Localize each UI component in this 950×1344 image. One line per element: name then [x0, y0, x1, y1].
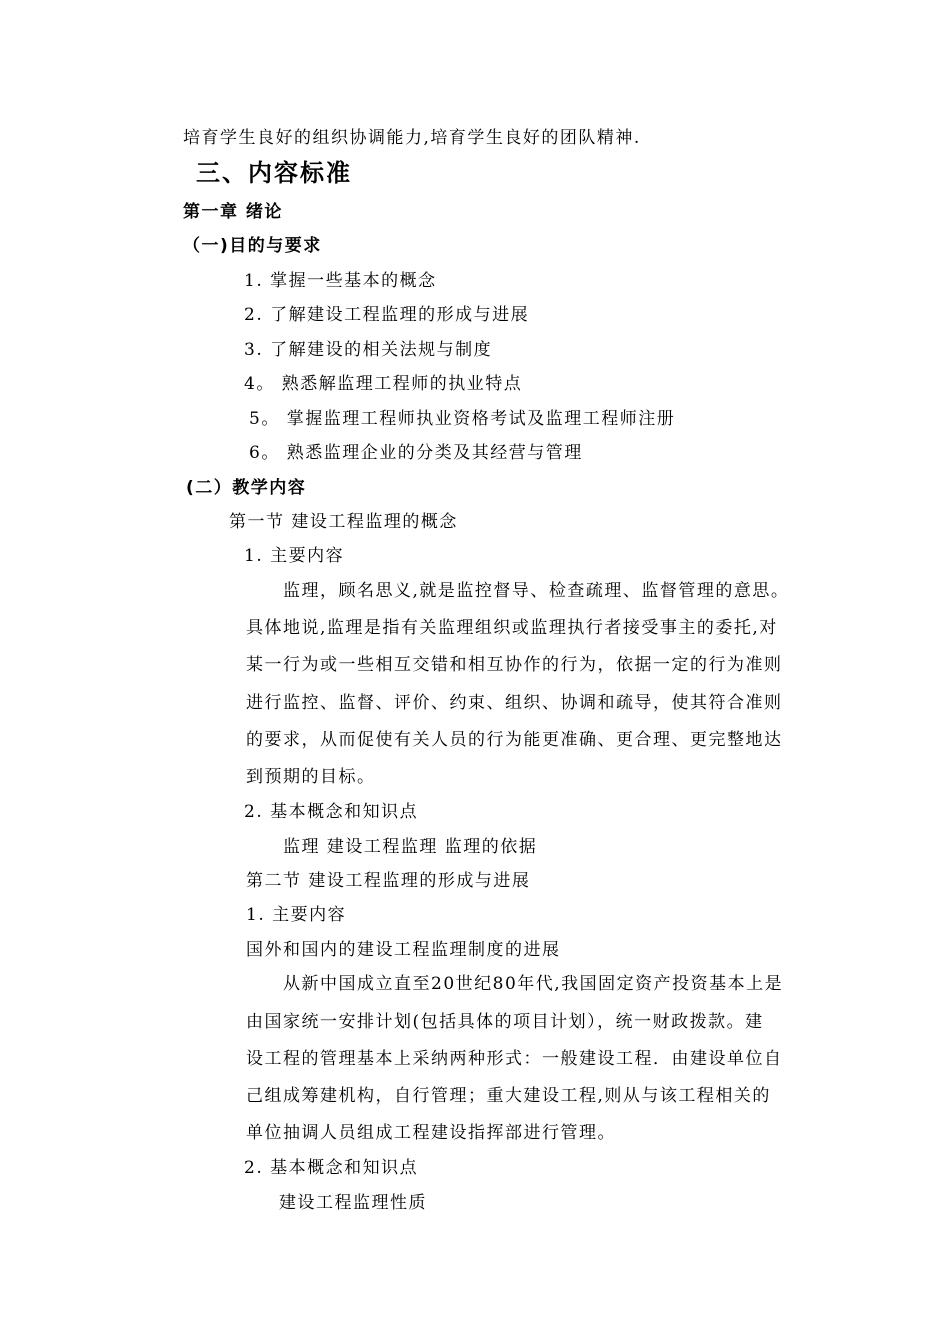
paragraph-1-line-1: 监理，顾名思义,就是监控督导、检查疏理、监督管理的意思。	[283, 581, 790, 601]
requirement-item-5: 5。 掌握监理工程师执业资格考试及监理工程师注册	[249, 409, 676, 429]
section-2-terms: 建设工程监理性质	[279, 1193, 427, 1213]
chapter-1-heading: 第一章 绪论	[183, 202, 283, 222]
paragraph-2-line-3: 设工程的管理基本上采纳两种形式：一般建设工程．由建设单位自	[246, 1049, 783, 1069]
requirement-item-2: 2. 了解建设工程监理的形成与进展	[244, 305, 530, 325]
section-2-item-1: 1. 主要内容	[246, 905, 347, 925]
section-1-heading: 第一节 建设工程监理的概念	[229, 512, 458, 532]
section-heading-3: 三、内容标准	[196, 159, 352, 187]
paragraph-1-line-2: 具体地说,监理是指有关监理组织或监理执行者接受事主的委托,对	[246, 618, 778, 638]
section-1-item-2: 2. 基本概念和知识点	[244, 802, 419, 822]
section-2-heading: 第二节 建设工程监理的形成与进展	[246, 871, 531, 891]
paragraph-1-line-4: 进行监控、监督、评价、约束、组织、协调和疏导，使其符合准则	[246, 693, 783, 713]
section-1-terms: 监理 建设工程监理 监理的依据	[283, 837, 538, 857]
requirement-item-1: 1. 掌握一些基本的概念	[244, 271, 437, 291]
paragraph-1-line-5: 的要求，从而促使有关人员的行为能更准确、更合理、更完整地达	[246, 730, 783, 750]
section-2-topic: 国外和国内的建设工程监理制度的进展	[246, 940, 561, 960]
paragraph-2-line-4: 己组成筹建机构，自行管理；重大建设工程,则从与该工程相关的	[246, 1086, 771, 1106]
paragraph-1-line-3: 某一行为或一些相互交错和相互协作的行为，依据一定的行为准则	[246, 655, 783, 675]
paragraph-2-line-1: 从新中国成立直至20世纪80年代,我国固定资产投资基本上是	[283, 974, 784, 994]
requirement-item-4: 4。 熟悉解监理工程师的执业特点	[244, 374, 523, 394]
requirement-item-6: 6。 熟悉监理企业的分类及其经营与管理	[249, 443, 583, 463]
paragraph-2-line-2: 由国家统一安排计划(包括具体的项目计划），统一财政拨款。建	[246, 1012, 764, 1032]
section-1-item-1: 1. 主要内容	[244, 546, 345, 566]
paragraph-2-line-5: 单位抽调人员组成工程建设指挥部进行管理。	[246, 1123, 616, 1143]
paragraph-1-line-6: 到预期的目标。	[246, 767, 376, 787]
subheading-goals: （一)目的与要求	[183, 236, 322, 256]
requirement-item-3: 3. 了解建设的相关法规与制度	[244, 340, 493, 360]
subheading-content: (二）教学内容	[186, 478, 307, 498]
section-2-item-2: 2. 基本概念和知识点	[244, 1158, 419, 1178]
intro-line: 培育学生良好的组织协调能力,培育学生良好的团队精神.	[183, 128, 641, 148]
